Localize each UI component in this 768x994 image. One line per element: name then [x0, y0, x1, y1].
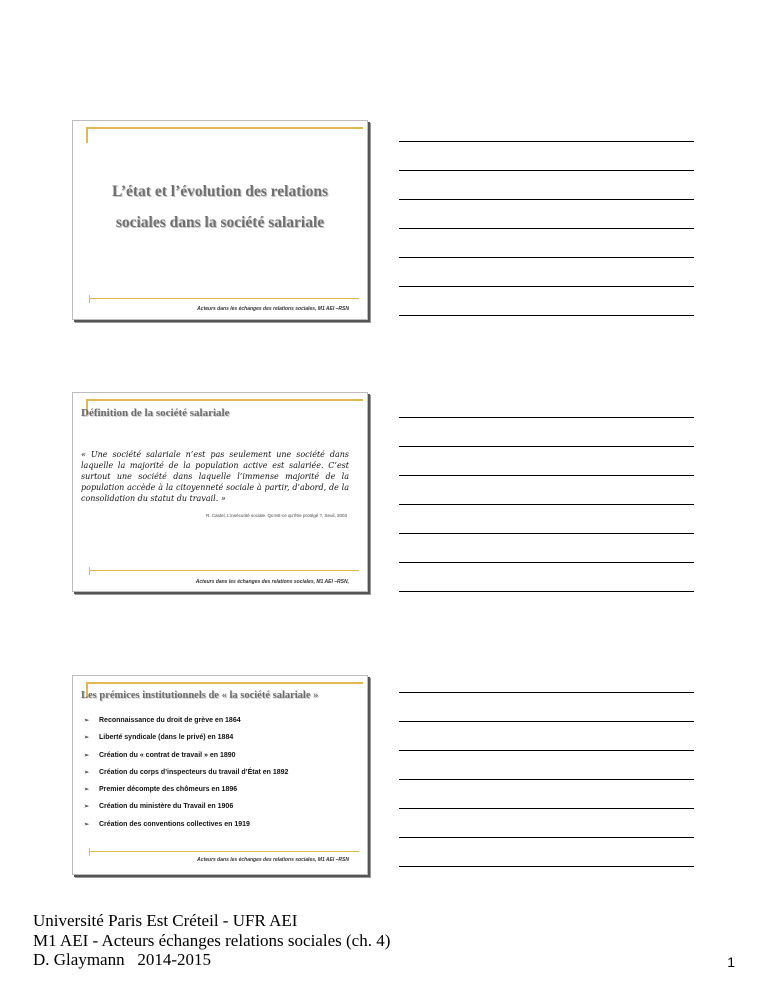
slide-frame-corner — [86, 127, 88, 143]
slide-frame-top-rule — [86, 127, 363, 129]
list-item: ➢ Création du corps d’inspecteurs du travail d’État en 1892 — [84, 768, 289, 776]
page-number: 1 — [727, 954, 735, 970]
quote-citation: R. Castel, L’insécurité sociale. Qu’est-ce qu’être protégé ?, Seuil, 2003 — [206, 513, 347, 518]
note-line — [399, 141, 694, 142]
bullet-arrow-icon: ➢ — [84, 735, 90, 742]
slide-3 — [72, 675, 368, 875]
slide-footer: Acteurs dans les échanges des relations sociales, M1 AEI –RSN, — [195, 579, 349, 585]
slide-title — [73, 176, 367, 238]
note-line — [399, 286, 694, 287]
bullet-arrow-icon: ➢ — [84, 787, 90, 794]
footer-rule — [89, 570, 359, 571]
note-line — [399, 721, 694, 722]
note-line — [399, 417, 694, 418]
note-line — [399, 866, 694, 867]
note-line — [399, 475, 694, 476]
list-item: ➢ Création du « contrat de travail » en 1890 — [84, 751, 236, 759]
slide-heading: Les prémices institutionnels de « la société salariale » — [81, 690, 319, 701]
bullet-arrow-icon: ➢ — [84, 718, 90, 724]
slide-footer: Acteurs dans les échanges des relations sociales, M1 AEI –RSN — [197, 306, 349, 312]
slide-1 — [72, 120, 368, 320]
bullet-arrow-icon: ➢ — [84, 752, 90, 759]
footer-tick — [89, 295, 90, 303]
note-line — [399, 779, 694, 780]
footer-tick — [89, 567, 90, 575]
note-line — [399, 562, 694, 563]
note-line — [399, 591, 694, 592]
footer-line-2: M1 AEI - Acteurs échanges relations sociales (ch. 4) — [33, 930, 391, 950]
slide-2 — [72, 392, 368, 592]
note-line — [399, 504, 694, 505]
note-line — [399, 257, 694, 258]
list-item: ➢ Reconnaissance du droit de grève en 1864 — [84, 717, 241, 724]
footer-rule — [89, 851, 359, 852]
slide-heading: Définition de la société salariale — [81, 407, 230, 419]
note-line — [399, 808, 694, 809]
note-line — [399, 750, 694, 751]
list-item: ➢ Création des conventions collectives en 1919 — [84, 820, 250, 828]
bullet-list — [84, 716, 288, 837]
footer-rule — [89, 298, 359, 299]
list-item: ➢ Liberté syndicale (dans le privé) en 1884 — [84, 734, 234, 742]
bullet-arrow-icon: ➢ — [84, 769, 90, 776]
bullet-arrow-icon: ➢ — [84, 821, 90, 828]
document-footer — [33, 911, 390, 970]
note-line — [399, 692, 694, 693]
note-line — [399, 837, 694, 838]
note-line — [399, 533, 694, 534]
footer-tick — [89, 848, 90, 856]
slide-frame-top-rule — [86, 399, 363, 401]
list-item: ➢ Premier décompte des chômeurs en 1896 — [84, 786, 238, 794]
footer-line-3: D. Glaymann 2014-2015 — [33, 950, 212, 969]
list-item: ➢ Création du ministère du Travail en 1906 — [84, 803, 234, 811]
footer-line-1: Université Paris Est Créteil - UFR AEI — [33, 911, 298, 930]
definition-quote: « Une société salariale n’est pas seulement une société dans laquelle la majorité de la population active est salariée. C’est surtout une société dans laquelle l’immense majorité de la population accède à la citoyenneté sociale à partir, d’abord, de la consolidation du statut du travail. » — [81, 450, 349, 503]
slide-footer: Acteurs dans les échanges des relations sociales, M1 AEI –RSN — [197, 857, 349, 863]
note-line — [399, 446, 694, 447]
note-line — [399, 199, 694, 200]
bullet-arrow-icon: ➢ — [84, 804, 90, 811]
slide-title-line-1: L’état et l’évolution des relations — [111, 183, 329, 200]
note-line — [399, 228, 694, 229]
note-line — [399, 170, 694, 171]
slide-frame-top-rule — [86, 682, 363, 684]
note-line — [399, 315, 694, 316]
slide-title-line-2: sociales dans la société salariale — [115, 214, 325, 231]
